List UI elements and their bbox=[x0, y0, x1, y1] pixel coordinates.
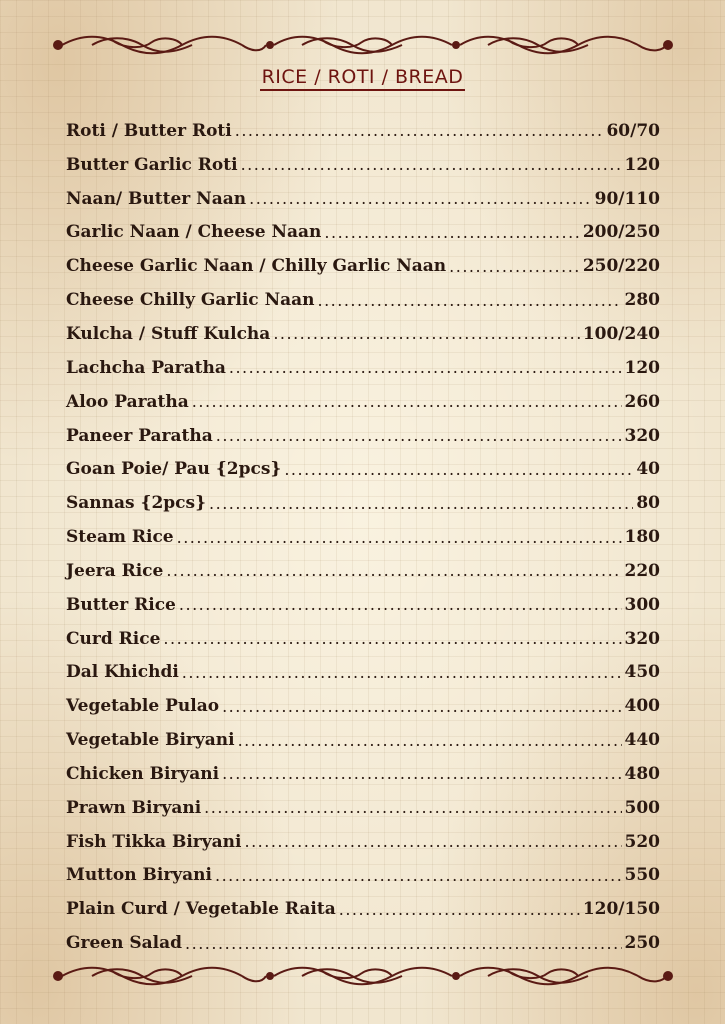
menu-item bbox=[66, 656, 660, 690]
menu-item bbox=[66, 283, 660, 317]
dot-leader bbox=[209, 494, 633, 513]
menu-item bbox=[66, 892, 660, 926]
menu-item bbox=[66, 791, 660, 825]
menu-item-price: 200/250 bbox=[582, 222, 660, 243]
dot-leader bbox=[216, 426, 622, 445]
menu-item bbox=[66, 452, 660, 486]
menu-item-name: Sannas {2pcs} bbox=[66, 493, 207, 514]
menu-item-name: Steam Rice bbox=[66, 527, 174, 548]
dot-leader bbox=[166, 561, 621, 580]
menu-item-name: Vegetable Biryani bbox=[66, 730, 235, 751]
menu-item bbox=[66, 757, 660, 791]
menu-item-name: Kulcha / Stuff Kulcha bbox=[66, 323, 271, 344]
menu-item bbox=[66, 182, 660, 216]
menu-item-price: 120 bbox=[624, 357, 660, 378]
menu-item-name: Goan Poie/ Pau {2pcs} bbox=[66, 459, 282, 480]
menu-item-name: Fish Tikka Biryani bbox=[66, 831, 242, 852]
menu-item-price: 60/70 bbox=[606, 120, 660, 141]
menu-item bbox=[66, 114, 660, 148]
dot-leader bbox=[192, 392, 622, 411]
menu-item-name: Mutton Biryani bbox=[66, 865, 212, 886]
menu-item-price: 260 bbox=[624, 391, 660, 412]
dot-leader bbox=[449, 257, 580, 276]
menu-item-name: Green Salad bbox=[66, 933, 183, 954]
menu-item-name: Aloo Paratha bbox=[66, 391, 189, 412]
menu-item-price: 520 bbox=[624, 831, 660, 852]
dot-leader bbox=[324, 223, 579, 242]
dot-leader bbox=[229, 358, 622, 377]
menu-item-price: 120/150 bbox=[582, 899, 660, 920]
dot-leader bbox=[177, 528, 622, 547]
menu-item-price: 320 bbox=[624, 425, 660, 446]
menu-item-price: 100/240 bbox=[582, 323, 660, 344]
menu-item bbox=[66, 385, 660, 419]
menu-item bbox=[66, 317, 660, 351]
dot-leader bbox=[182, 663, 622, 682]
menu-item-price: 250 bbox=[624, 933, 660, 954]
menu-item bbox=[66, 249, 660, 283]
menu-item-name: Curd Rice bbox=[66, 628, 161, 649]
menu-item-name: Paneer Paratha bbox=[66, 425, 213, 446]
menu-item-name: Dal Khichdi bbox=[66, 662, 179, 683]
menu-item bbox=[66, 926, 660, 960]
menu-item bbox=[66, 520, 660, 554]
menu-item-name: Lachcha Paratha bbox=[66, 357, 226, 378]
dot-leader bbox=[222, 697, 621, 716]
dot-leader bbox=[222, 764, 621, 783]
menu-item-price: 450 bbox=[624, 662, 660, 683]
menu-item bbox=[66, 216, 660, 250]
menu-item bbox=[66, 148, 660, 182]
menu-item-price: 40 bbox=[636, 459, 660, 480]
dot-leader bbox=[273, 324, 580, 343]
menu-item-price: 120 bbox=[624, 154, 660, 175]
dot-leader bbox=[163, 629, 621, 648]
top-ornament-divider bbox=[52, 32, 674, 58]
menu-item bbox=[66, 588, 660, 622]
menu-item bbox=[66, 723, 660, 757]
dot-leader bbox=[284, 460, 633, 479]
dot-leader bbox=[179, 595, 622, 614]
menu-item-price: 280 bbox=[624, 290, 660, 311]
menu-item-name: Vegetable Pulao bbox=[66, 696, 220, 717]
menu-item-name: Plain Curd / Vegetable Raita bbox=[66, 899, 336, 920]
menu-item bbox=[66, 351, 660, 385]
menu-item-price: 220 bbox=[624, 560, 660, 581]
section-title-text: RICE / ROTI / BREAD bbox=[260, 66, 466, 91]
dot-leader bbox=[185, 934, 621, 953]
menu-item bbox=[66, 419, 660, 453]
menu-item-price: 440 bbox=[624, 730, 660, 751]
dot-leader bbox=[318, 291, 622, 310]
menu-item-name: Butter Garlic Roti bbox=[66, 154, 238, 175]
menu-item-name: Roti / Butter Roti bbox=[66, 120, 232, 141]
dot-leader bbox=[215, 866, 622, 885]
menu-item bbox=[66, 825, 660, 859]
dot-leader bbox=[241, 155, 622, 174]
section-title bbox=[0, 66, 725, 88]
menu-item bbox=[66, 554, 660, 588]
menu-item-price: 80 bbox=[636, 493, 660, 514]
menu-item bbox=[66, 859, 660, 893]
menu-item-name: Naan/ Butter Naan bbox=[66, 188, 247, 209]
dot-leader bbox=[235, 121, 604, 140]
menu-item bbox=[66, 486, 660, 520]
menu-item-price: 180 bbox=[624, 527, 660, 548]
menu-item bbox=[66, 689, 660, 723]
dot-leader bbox=[204, 798, 621, 817]
menu-item-name: Jeera Rice bbox=[66, 560, 164, 581]
menu-item-name: Butter Rice bbox=[66, 594, 176, 615]
menu-item-name: Chicken Biryani bbox=[66, 763, 220, 784]
menu-item-price: 90/110 bbox=[594, 188, 660, 209]
menu-item-name: Cheese Garlic Naan / Chilly Garlic Naan bbox=[66, 256, 447, 277]
bottom-ornament-divider bbox=[52, 963, 674, 989]
dot-leader bbox=[249, 189, 592, 208]
dot-leader bbox=[339, 900, 580, 919]
menu-item-price: 250/220 bbox=[582, 256, 660, 277]
menu-item-price: 480 bbox=[624, 763, 660, 784]
menu-item-name: Prawn Biryani bbox=[66, 797, 202, 818]
menu-item-price: 320 bbox=[624, 628, 660, 649]
menu-item-price: 500 bbox=[624, 797, 660, 818]
menu-item-price: 300 bbox=[624, 594, 660, 615]
dot-leader bbox=[238, 731, 622, 750]
dot-leader bbox=[244, 832, 621, 851]
menu-item bbox=[66, 622, 660, 656]
menu-item-list bbox=[66, 114, 660, 960]
menu-item-name: Cheese Chilly Garlic Naan bbox=[66, 290, 315, 311]
menu-item-price: 400 bbox=[624, 696, 660, 717]
menu-item-price: 550 bbox=[624, 865, 660, 886]
menu-item-name: Garlic Naan / Cheese Naan bbox=[66, 222, 322, 243]
